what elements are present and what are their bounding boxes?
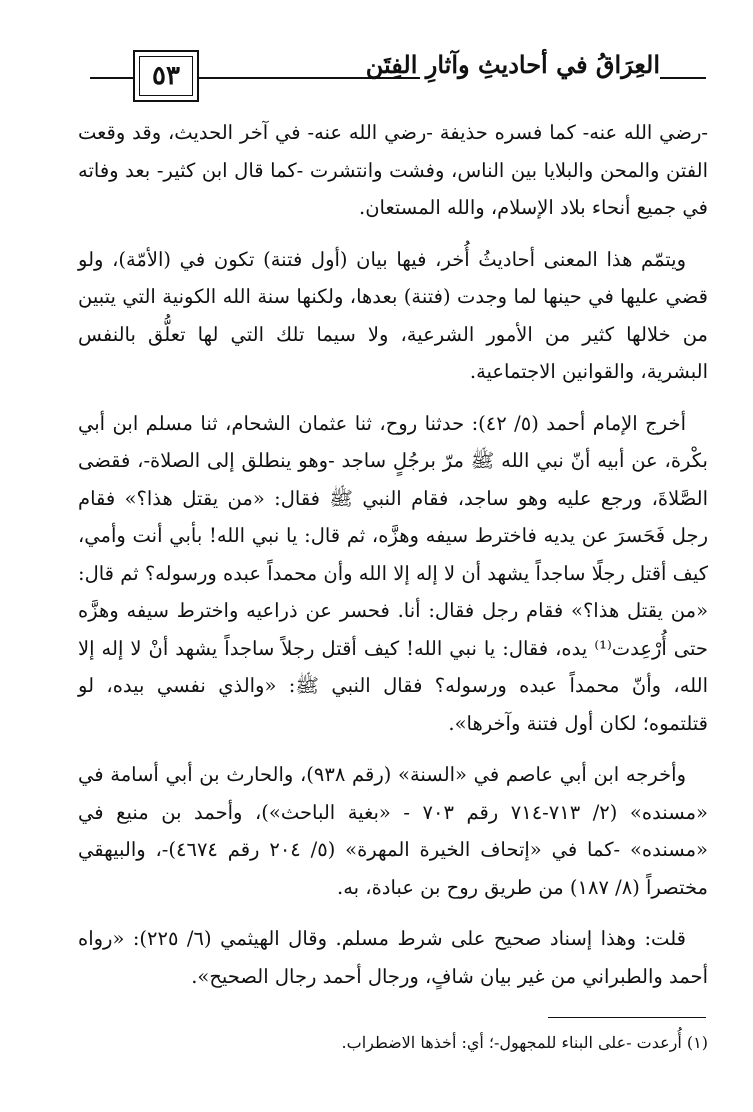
- header-rule-right: [660, 77, 706, 79]
- header-rule-left: [90, 77, 133, 79]
- page-number: ٥٣: [133, 50, 199, 102]
- page-header: [0, 0, 753, 110]
- paragraph-2: ويتمّم هذا المعنى أحاديثُ أُخر، فيها بيان (أول فتنة) تكون في (الأمّة)، ولو قضي عليها في حينها لما وجدت (فتنة) بعدها، ولكنها سنة الله الكونية التي يتبين من خلالها كثير من الأمور الشرعية، ولا سيما تلك التي لها تعلُّق بالنفس البشرية، والقوانين الاجتماعية.: [78, 247, 708, 383]
- paragraph-5: قلت: وهذا إسناد صحيح على شرط مسلم. وقال الهيثمي (٦/ ٢٢٥): «رواه أحمد والطبراني من غير بيان شافٍ، ورجال أحمد رجال الصحيح».: [78, 927, 708, 988]
- footnote-separator: [548, 1017, 706, 1018]
- page-body: [78, 114, 708, 1009]
- paragraph-1: -رضي الله عنه- كما فسره حذيفة -رضي الله عنه- في آخر الحديث، وقد وقعت الفتن والمحن والبلايا بين الناس، وفشت وانتشرت -كما قال ابن كثير- بعد وفاته في جميع أنحاء بلاد الإسلام، والله المستعان.: [78, 121, 708, 219]
- book-title: العِرَاقُ في أحاديثِ وآثارِ الفِتَن: [365, 50, 660, 79]
- footnote: (١) أُرعدت -على البناء للمجهول-؛ أي: أخذها الاضطراب.: [341, 1033, 708, 1052]
- paragraph-4: وأخرجه ابن أبي عاصم في «السنة» (رقم ٩٣٨)، والحارث بن أبي أسامة في «مسنده» (٢/ ٧١٣-٧١٤ رقم ٧٠٣ - «بغية الباحث»)، وأحمد بن منيع في «مسنده» -كما في «إتحاف الخيرة المهرة» (٥/ ٢٠٤ رقم ٤٦٧٤)-، والبيهقي مختصراً (٨/ ١٨٧) من طريق روح بن عبادة، به.: [78, 763, 708, 899]
- paragraph-3: أخرج الإمام أحمد (٥/ ٤٢): حدثنا روح، ثنا عثمان الشحام، ثنا مسلم ابن أبي بكْرة، عن أبيه أنّ نبي الله ﷺ مرّ برجُلٍ ساجد -وهو ينطلق إلى الصلاة-، فقضى الصَّلاةَ، ورجع عليه وهو ساجد، فقام النبي ﷺ فقال: «من يقتل هذا؟» فقام رجل فَحَسرَ عن يديه فاخترط سيفه وهزَّه، ثم قال: يا نبي الله! بأبي أنت وأمي، كيف أقتل رجلًا ساجداً يشهد أن لا إله إلا الله وأن محمداً عبده ورسوله؟ ثم قال: «من يقتل هذا؟» فقام رجل فقال: أنا. فحسر عن ذراعيه واخترط سيفه وهزَّه حتى أُرْعِدت⁽¹⁾ يده، فقال: يا نبي الله! كيف أقتل رجلاً ساجداً يشهد أنْ لا إله إلا الله، وأنّ محمداً عبده ورسوله؟ فقال النبي ﷺ: «والذي نفسي بيده، لو قتلتموه؛ لكان أول فتنة وآخرها».: [78, 411, 709, 735]
